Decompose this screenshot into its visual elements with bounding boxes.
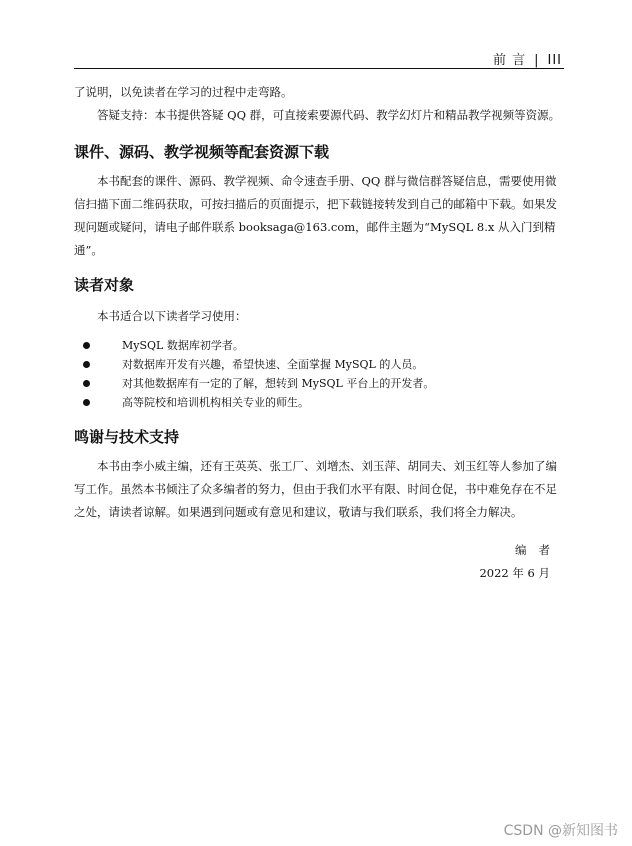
list-item	[74, 336, 564, 355]
header-separator: |	[534, 53, 540, 68]
list-item	[74, 393, 564, 412]
resources-heading: 课件、源码、教学视频等配套资源下载	[74, 143, 330, 161]
page-header	[74, 44, 564, 69]
bullet-icon	[83, 342, 90, 349]
page-number: III	[547, 53, 562, 68]
list-item	[74, 355, 564, 374]
audience-heading: 读者对象	[74, 276, 135, 294]
acknowledgements-paragraph: 本书由李小威主编，还有王英英、张工厂、刘增杰、刘玉萍、胡同夫、刘玉红等人参加了编写工作。虽然本书倾注了众多编者的努力，但由于我们水平有限、时间仓促，书中难免存在不足之处，请读者谅解。如果遇到问题或有意见和建议，敬请与我们联系，我们将全力解决。	[74, 459, 557, 519]
bullet-icon	[83, 399, 90, 406]
audience-list	[74, 336, 564, 412]
signature-block	[479, 539, 562, 585]
bullet-icon	[83, 380, 90, 387]
bullet-icon	[83, 361, 90, 368]
resources-paragraph: 本书配套的课件、源码、教学视频、命令速查手册、QQ 群与微信群答疑信息，需要使用微信扫描下面二维码获取，可按扫描后的页面提示，把下载链接转发到自己的邮箱中下载。如果发现问题或疑问，请电子邮件联系 booksaga@163.com，邮件主题为“MySQL 8.x 从入门到精通”。	[74, 174, 557, 257]
list-item-text: 对其他数据库有一定的了解，想转到 MySQL 平台上的开发者。	[122, 377, 435, 390]
intro-line-1: 了说明，以免读者在学习的过程中走弯路。	[74, 85, 293, 99]
page-content	[74, 81, 564, 524]
signature-date: 2022 年 6 月	[479, 566, 550, 580]
list-item-text: 高等院校和培训机构相关专业的师生。	[122, 396, 309, 409]
list-item-text: 对数据库开发有兴趣，希望快速、全面掌握 MySQL 的人员。	[122, 358, 424, 371]
list-item-text: MySQL 数据库初学者。	[122, 339, 244, 352]
intro-line-2: 答疑支持：本书提供答疑 QQ 群，可直接索要源代码、教学幻灯片和精品教学视频等资源。	[97, 108, 561, 122]
running-head	[493, 49, 562, 68]
signature-author: 编者	[515, 543, 562, 557]
section-title: 前 言	[492, 53, 527, 68]
acknowledgements-heading: 鸣谢与技术支持	[74, 428, 180, 446]
list-item	[74, 374, 564, 393]
audience-intro: 本书适合以下读者学习使用：	[97, 309, 247, 323]
watermark: CSDN @新知图书	[503, 823, 618, 839]
